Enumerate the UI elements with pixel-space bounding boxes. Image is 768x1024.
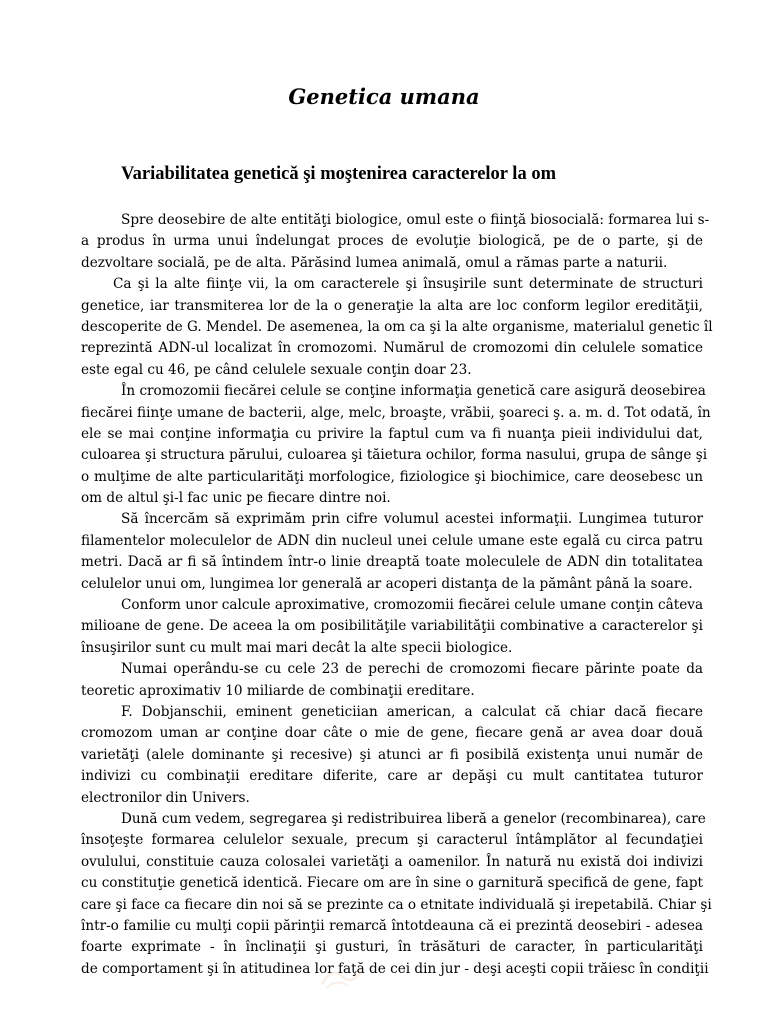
watermark-icon: [318, 962, 366, 992]
text-line: reprezintă ADN-ul localizat în cromozomi. Numărul de cromozomi din celulele somatice: [81, 340, 703, 357]
text-line: foarte exprimate - în înclinaţii şi gusturi, în trăsături de caracter, în particularităţi: [81, 939, 703, 956]
text-line: metri. Dacă ar fi să întindem într-o linie dreaptă toate moleculele de ADN din totalitatea: [81, 554, 703, 571]
text-line: Numai operându-se cu cele 23 de perechi de cromozomi fiecare părinte poate da: [121, 661, 703, 678]
text-line: a produs în urma unui îndelungat proces de evoluţie biologică, pe de o parte, şi de: [81, 233, 703, 250]
text-line: însuşirilor sunt cu mult mai mari decât la alte specii biologice.: [81, 639, 513, 656]
text-line: teoretic aproximativ 10 miliarde de combinaţii ereditare.: [81, 682, 475, 699]
text-line: dezvoltare socială, pe de alta. Părăsind lumea animală, omul a rămas parte a naturii.: [81, 254, 668, 271]
section-heading: Variabilitatea genetică şi moştenirea caracterelor la om: [121, 164, 556, 184]
text-line: Dună cum vedem, segregarea şi redistribuirea liberă a genelor (recombinarea), care: [121, 810, 706, 827]
text-line: milioane de gene. De aceea la om posibilităţile variabilităţii combinative a caracterelor şi: [81, 618, 703, 635]
text-line: însoţeşte formarea celulelor sexuale, precum şi caracterul întâmplător al fecundaţiei: [81, 832, 703, 849]
text-line: În cromozomii fiecărei celule se conţine informaţia genetică care asigură deosebirea: [121, 383, 706, 400]
text-line: este egal cu 46, pe când celulele sexuale conţin doar 23.: [81, 361, 472, 378]
body-text: [81, 210, 713, 980]
text-line: F. Dobjanschii, eminent geneticiian american, a calculat că chiar dacă fiecare: [121, 703, 703, 720]
text-line: culoarea şi structura părului, culoarea şi tăietura ochilor, forma nasului, grupa de sânge şi: [81, 447, 708, 464]
text-line: Să încercăm să exprimăm prin cifre volumul acestei informaţii. Lungimea tuturor: [121, 511, 703, 528]
text-line: într-o familie cu mulţi copii părinţii remarcă întotdeauna că ei prezintă deosebiri - adesea: [81, 917, 703, 934]
text-line: descoperite de G. Mendel. De asemenea, la om ca şi la alte organisme, materialul genetic îl: [81, 318, 713, 335]
text-line: care şi face ca fiecare din noi să se prezinte ca o etnitate individuală şi irepetabilă. Chiar şi: [81, 896, 712, 913]
text-line: ele se mai conţine informaţia cu privire la faptul cum va fi nuanţa pieii individului dat,: [81, 425, 703, 442]
text-line: om de altul şi-l fac unic pe fiecare dintre noi.: [81, 490, 391, 507]
text-line: Spre deosebire de alte entităţi biologice, omul este o fiinţă biosocială: formarea lui s-: [121, 212, 710, 228]
text-line: electronilor din Univers.: [81, 789, 250, 806]
text-line: de comportament şi în atitudinea lor faţă de cei din jur - deşi aceşti copii trăiesc în condiţii: [81, 960, 709, 977]
text-line: cromozom uman ar conţine doar câte o mie de gene, fiecare genă ar avea doar două: [81, 725, 703, 742]
page-title: Genetica umana: [288, 84, 480, 109]
text-line: Ca şi la alte fiinţe vii, la om caracterele şi însuşirile sunt determinate de structuri: [113, 276, 703, 293]
text-line: fiecărei fiinţe umane de bacterii, alge, melc, broaşte, vrăbii, şoareci ş. a. m. d. Tot odată, în: [81, 404, 711, 421]
text-line: indivizi cu combinaţii ereditare diferite, care ar depăşi cu mult cantitatea tuturor: [81, 768, 703, 785]
text-line: genetice, iar transmiterea lor de la o generaţie la alta are loc conform legilor eredităţii,: [81, 297, 703, 314]
text-line: cu constituţie genetică identică. Fiecare om are în sine o garnitură specifică de gene, fapt: [81, 875, 703, 892]
text-line: o mulţime de alte particularităţi morfologice, fiziologice şi biochimice, care deosebesc un: [81, 468, 703, 485]
text-line: filamentelor moleculelor de ADN din nucleul unei celule umane este egală cu circa patru: [81, 532, 703, 549]
text-line: varietăţi (alele dominante şi recesive) şi atunci ar fi posibilă existenţa unui număr de: [81, 746, 703, 763]
text-line: ovulului, constituie cauza colosalei varietăţi a oamenilor. În natură nu există doi indivizi: [81, 853, 703, 870]
text-line: Conform unor calcule aproximative, cromozomii fiecărei celule umane conţin câteva: [121, 597, 704, 614]
text-line: celulelor unui om, lungimea lor generală ar acoperi distanţa de la pământ până la soare.: [81, 575, 693, 592]
